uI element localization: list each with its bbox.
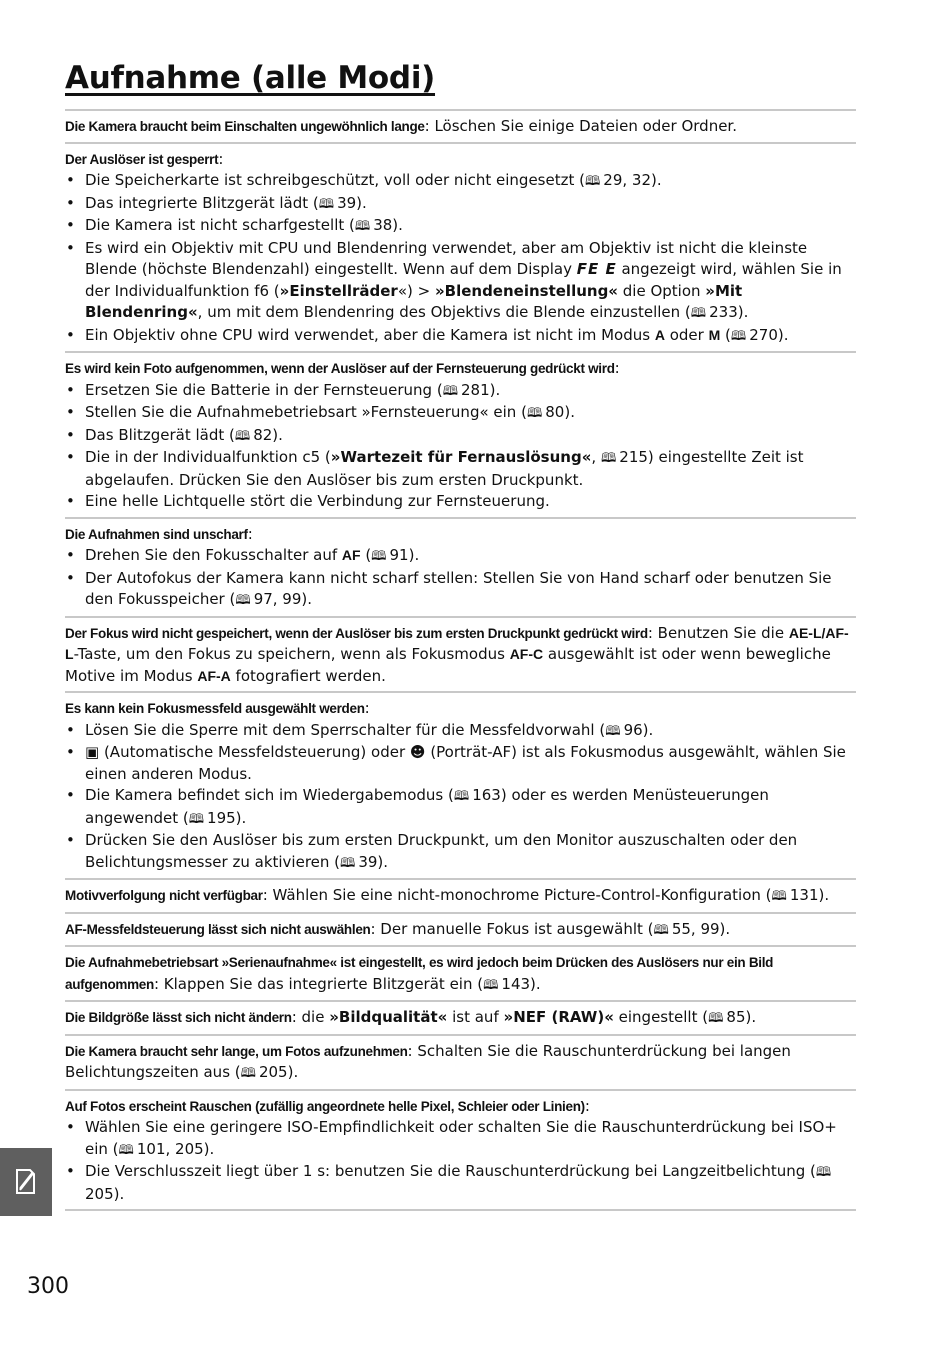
section-continuous: Die Aufnahmebetriebsart »Serienaufnahme« ist eingestellt, es wird jedoch beim Drücken des Auslösers nur ein Bild aufgenommen: Klappen Sie das integrierte Blitzgerät ein (🕮 143).	[65, 945, 856, 1000]
list-item: • Eine helle Lichtquelle stört die Verbindung zur Fernsteuerung.	[65, 491, 856, 513]
section-shutter-locked: Der Auslöser ist gesperrt: • Die Speicherkarte ist schreibgeschützt, voll oder nicht eingesetzt (🕮 29, 32). • Das integrierte Blitzgerät lädt (🕮 39). • Die Kamera ist nicht scharfgestellt (🕮 38). • Es wird ein Objektiv mit CPU und Blendenring verwendet, aber am Objektiv ist nicht die kleinste Blende (höchste Blendenzahl) eingestellt. Wenn auf dem Display FE E angezeigt wird, wählen Sie in der Individualfunktion f6 (»Einstellräder«) > »Blendeneinstellung« die Option »Mit Blendenring«, um mit dem Blendenring des Objektivs die Blende einzustellen (🕮 233). • Ein Objektiv ohne CPU wird verwendet, aber die Kamera ist nicht im Modus A oder M (🕮 270).	[65, 142, 856, 352]
section-heading: Der Fokus wird nicht gespeichert, wenn der Auslöser bis zum ersten Druckpunkt gedrückt wird	[65, 625, 648, 641]
book-reference-icon: 🕮	[340, 855, 356, 871]
book-reference-icon: 🕮	[730, 328, 747, 344]
section-af-area: AF-Messfeldsteuerung lässt sich nicht auswählen: Der manuelle Fokus ist ausgewählt (🕮 55, 99).	[65, 912, 856, 946]
book-reference-icon: 🕮	[442, 383, 459, 399]
book-reference-icon: 🕮	[653, 922, 669, 938]
chapter-tab	[0, 1148, 52, 1216]
section-heading: AF-Messfeldsteuerung lässt sich nicht auswählen	[65, 921, 371, 937]
page-number: 300	[27, 1274, 69, 1299]
section-slow-capture: Die Kamera braucht sehr lange, um Fotos aufzunehmen: Schalten Sie die Rauschunterdrückung bei langen Belichtungszeiten aus (🕮 205).	[65, 1034, 856, 1089]
section-heading: Der Auslöser ist gesperrt	[65, 151, 219, 167]
book-reference-icon: 🕮	[708, 1011, 724, 1026]
list-item: • Die Verschlusszeit liegt über 1 s: benutzen Sie die Rauschunterdrückung bei Langzeitbelichtung (🕮 205).	[65, 1161, 856, 1205]
list-item: • Die Kamera ist nicht scharfgestellt (🕮 38).	[65, 215, 856, 238]
book-reference-icon: 🕮	[235, 593, 251, 608]
section-heading: Die Kamera braucht sehr lange, um Fotos aufzunehmen	[65, 1043, 408, 1059]
list-item: • Drücken Sie den Auslöser bis zum ersten Druckpunkt, um den Monitor auszuschalten oder den Belichtungsmesser zu aktivieren (🕮 39).	[65, 830, 856, 874]
list-item: • Ein Objektiv ohne CPU wird verwendet, aber die Kamera ist nicht im Modus A oder M (🕮 270).	[65, 325, 856, 348]
section-heading: Auf Fotos erscheint Rauschen (zufällig angeordnete helle Pixel, Schleier oder Linien)	[65, 1098, 585, 1114]
list-item: • Die Speicherkarte ist schreibgeschützt, voll oder nicht eingesetzt (🕮 29, 32).	[65, 170, 856, 193]
book-reference-icon: 🕮	[318, 196, 335, 212]
book-reference-icon: 🕮	[483, 977, 499, 993]
section-heading: Die Aufnahmen sind unscharf	[65, 526, 248, 542]
section-focus-lock: Der Fokus wird nicht gespeichert, wenn der Auslöser bis zum ersten Druckpunkt gedrückt wird: Benutzen Sie die AE-L/AF-L-Taste, um den Fokus zu speichern, wenn als Fokusmodus AF-C ausgewählt ist oder wenn bewegliche Motive im Modus AF-A fotografiert werden.	[65, 616, 856, 692]
book-reference-icon: 🕮	[605, 723, 621, 739]
list-item: • Ersetzen Sie die Batterie in der Fernsteuerung (🕮 281).	[65, 380, 856, 403]
list-item: • Das integrierte Blitzgerät lädt (🕮 39).	[65, 193, 856, 216]
book-reference-icon: 🕮	[453, 789, 470, 804]
book-reference-icon: 🕮	[371, 549, 387, 564]
page-title: Aufnahme (alle Modi)	[65, 60, 436, 96]
list-item: • Drehen Sie den Fokusschalter auf AF (🕮 91).	[65, 545, 856, 568]
section-image-size: Die Bildgröße lässt sich nicht ändern: die »Bildqualität« ist auf »NEF (RAW)« eingestellt (🕮 85).	[65, 1000, 856, 1034]
section-noise: Auf Fotos erscheint Rauschen (zufällig angeordnete helle Pixel, Schleier oder Linien): • Wählen Sie eine geringere ISO-Empfindlichkeit oder schalten Sie die Rauschunterdrückung bei ISO+ ein (🕮 101, 205). • Die Verschlusszeit liegt über 1 s: benutzen Sie die Rauschunterdrückung bei Langzeitbelichtung (🕮 205).	[65, 1089, 856, 1212]
section-remote-control: Es wird kein Foto aufgenommen, wenn der Auslöser auf der Fernsteuerung gedrückt wird: • Ersetzen Sie die Batterie in der Fernsteuerung (🕮 281). • Stellen Sie die Aufnahmebetriebsart »Fernsteuerung« ein (🕮 80). • Das Blitzgerät lädt (🕮 82). • Die in der Individualfunktion c5 (»Wartezeit für Fernauslösung«, 🕮 215) eingestellte Zeit ist abgelaufen. Drücken Sie den Auslöser bis zum ersten Druckpunkt. • Eine helle Lichtquelle stört die Verbindung zur Fernsteuerung.	[65, 351, 856, 517]
section-heading: Die Aufnahmebetriebsart »Serienaufnahme« ist eingestellt, es wird jedoch beim Drücken des Auslösers nur ein Bild	[65, 955, 774, 970]
book-reference-icon: 🕮	[690, 306, 707, 321]
book-reference-icon: 🕮	[234, 428, 251, 444]
list-item: • Es wird ein Objektiv mit CPU und Blendenring verwendet, aber am Objektiv ist nicht die kleinste Blende (höchste Blendenzahl) eingestellt. Wenn auf dem Display FE E angezeigt wird, wählen Sie in der Individualfunktion f6 (»Einstellräder«) > »Blendeneinstellung« die Option »Mit Blendenring«, um mit dem Blendenring des Objektivs die Blende einzustellen (🕮 233).	[65, 238, 856, 325]
section-startup: Die Kamera braucht beim Einschalten ungewöhnlich lange: Löschen Sie einige Dateien oder Ordner.	[65, 109, 856, 142]
section-focus-point: Es kann kein Fokusmessfeld ausgewählt werden: • Lösen Sie die Sperre mit dem Sperrschalter für die Messfeldvorwahl (🕮 96). • ▣ (Automatische Messfeldsteuerung) oder ☻ (Porträt-AF) ist als Fokusmodus ausgewählt, wählen Sie einen anderen Modus. • Die Kamera befindet sich im Wiedergabemodus (🕮 163) oder es werden Menüsteuerungen angewendet (🕮 195). • Drücken Sie den Auslöser bis zum ersten Druckpunkt, um den Monitor auszuschalten oder den Belichtungsmesser zu aktivieren (🕮 39).	[65, 691, 856, 878]
section-heading: Motivverfolgung nicht verfügbar	[65, 888, 263, 903]
list-item: • Die Kamera befindet sich im Wiedergabemodus (🕮 163) oder es werden Menüsteuerungen angewendet (🕮 195).	[65, 785, 856, 830]
book-reference-icon: 🕮	[584, 174, 601, 189]
section-subject-tracking: Motivverfolgung nicht verfügbar: Wählen Sie eine nicht-monochrome Picture-Control-Konfiguration (🕮 131).	[65, 878, 856, 912]
section-heading: Es kann kein Fokusmessfeld ausgewählt werden	[65, 701, 365, 716]
section-heading: Es wird kein Foto aufgenommen, wenn der Auslöser auf der Fernsteuerung gedrückt wird	[65, 361, 615, 376]
section-heading: Die Bildgröße lässt sich nicht ändern	[65, 1010, 292, 1025]
list-item: • Lösen Sie die Sperre mit dem Sperrschalter für die Messfeldvorwahl (🕮 96).	[65, 720, 856, 743]
auto-area-af-icon: ▣	[85, 743, 100, 761]
book-reference-icon: 🕮	[771, 889, 787, 904]
book-reference-icon: 🕮	[240, 1066, 256, 1081]
book-reference-icon: 🕮	[526, 406, 543, 421]
list-item: • Der Autofokus der Kamera kann nicht scharf stellen: Stellen Sie von Hand scharf oder benutzen Sie den Fokusspeicher (🕮 97, 99).	[65, 568, 856, 612]
book-reference-icon: 🕮	[815, 1165, 832, 1180]
list-item: • Wählen Sie eine geringere ISO-Empfindlichkeit oder schalten Sie die Rauschunterdrückung bei ISO+ ein (🕮 101, 205).	[65, 1117, 856, 1161]
section-heading: Die Kamera braucht beim Einschalten ungewöhnlich lange	[65, 119, 425, 134]
troubleshooting-tab-icon	[14, 1166, 38, 1196]
list-item: • Die in der Individualfunktion c5 (»Wartezeit für Fernauslösung«, 🕮 215) eingestellte Zeit ist abgelaufen. Drücken Sie den Auslöser bis zum ersten Druckpunkt.	[65, 447, 856, 491]
list-item: • Das Blitzgerät lädt (🕮 82).	[65, 425, 856, 448]
book-reference-icon: 🕮	[188, 811, 205, 827]
book-reference-icon: 🕮	[118, 1142, 134, 1158]
section-blurry: Die Aufnahmen sind unscharf: • Drehen Sie den Fokusschalter auf AF (🕮 91). • Der Autofokus der Kamera kann nicht scharf stellen: Stellen Sie von Hand scharf oder benutzen Sie den Fokusspeicher (🕮 97, 99).	[65, 517, 856, 616]
book-reference-icon: 🕮	[600, 451, 617, 466]
list-item: • ▣ (Automatische Messfeldsteuerung) oder ☻ (Porträt-AF) ist als Fokusmodus ausgewählt, wählen Sie einen anderen Modus.	[65, 742, 856, 785]
book-reference-icon: 🕮	[354, 219, 371, 234]
face-priority-af-icon: ☻	[409, 743, 426, 761]
section-heading: aufgenommen	[65, 976, 154, 992]
troubleshooting-list	[65, 109, 856, 1211]
list-item: • Stellen Sie die Aufnahmebetriebsart »Fernsteuerung« ein (🕮 80).	[65, 402, 856, 425]
